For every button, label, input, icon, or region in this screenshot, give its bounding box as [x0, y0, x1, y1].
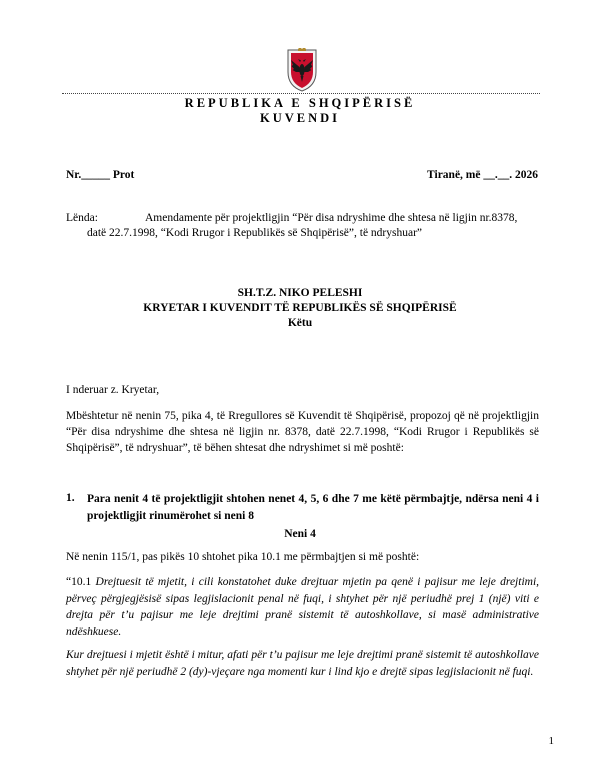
amendment-number: 1.: [66, 492, 75, 504]
article-title: Neni 4: [284, 528, 316, 540]
subject-label: Lënda:: [66, 212, 98, 224]
subject-line-2: datë 22.7.1998, “Kodi Rrugor i Republikës së Shqipërisë”, të ndryshuar”: [87, 227, 423, 239]
protocol-number: Nr._____ Prot: [66, 169, 135, 181]
addressee-name: SH.T.Z. NIKO PELESHI: [237, 287, 363, 299]
institution-heading: KUVENDI: [259, 111, 341, 125]
article-lead: Në nenin 115/1, pas pikës 10 shtohet pika 10.1 me përmbajtjen si më poshtë:: [66, 551, 420, 563]
republic-heading: REPUBLIKA E SHQIPËRISË: [184, 96, 416, 110]
quote-text-1: Drejtuesit të mjetit, i cili konstatohet duke drejtuar mjetin pa qenë i pajisur me leje drejtimi, përveç përgjegjësisë sipas legjislacionit penal në fuqi, i shtyhet për një periudhë prej 1 (një) viti e drejta për t’u pajisur me leje drejtimi pranë sistemit të autoshkollave, si masë administrative ndëshkuese.: [66, 576, 540, 638]
subject-line-1: Amendamente për projektligjin “Për disa ndryshime dhe shtesa në ligjin nr.8378,: [145, 212, 518, 224]
albanian-eagle-emblem-icon: [285, 48, 319, 92]
place-date: Tiranë, më __.__. 2026: [427, 169, 538, 181]
quote-paragraph-1: [66, 574, 539, 640]
quote-number: “10.1: [66, 576, 92, 588]
salutation: I nderuar z. Kryetar,: [66, 384, 160, 396]
amendment-heading: Para nenit 4 të projektligjit shtohen nenet 4, 5, 6 dhe 7 me këtë përmbajtje, ndërsa neni 4 i projektligjit rinumërohet si neni 8: [87, 493, 539, 522]
quote-paragraph-2: Kur drejtuesi i mjetit është i mitur, afati për t’u pajisur me leje drejtimi pranë sistemit të autoshkollave shtyhet për një periudhë 2 (dy)-vjeçare nga momenti kur i lind kjo e drejtë sipas legjislacionit në fuqi.: [66, 649, 539, 678]
intro-paragraph: Mbështetur në nenin 75, pika 4, të Rregullores së Kuvendit të Shqipërisë, propozoj që në projektligjin “Për disa ndryshime dhe shtesa në ligjin nr. 8378, datë 22.7.1998, “Kodi Rrugor i Republikës së Shqipërisë”, të ndryshuar”, të bëhen shtesat dhe ndryshimet si më poshtë:: [66, 410, 539, 454]
header-divider: [62, 93, 540, 94]
addressee-location: Këtu: [287, 317, 313, 329]
page-number: 1: [548, 735, 554, 747]
addressee-title: KRYETAR I KUVENDIT TË REPUBLIKËS SË SHQIPËRISË: [143, 302, 457, 314]
